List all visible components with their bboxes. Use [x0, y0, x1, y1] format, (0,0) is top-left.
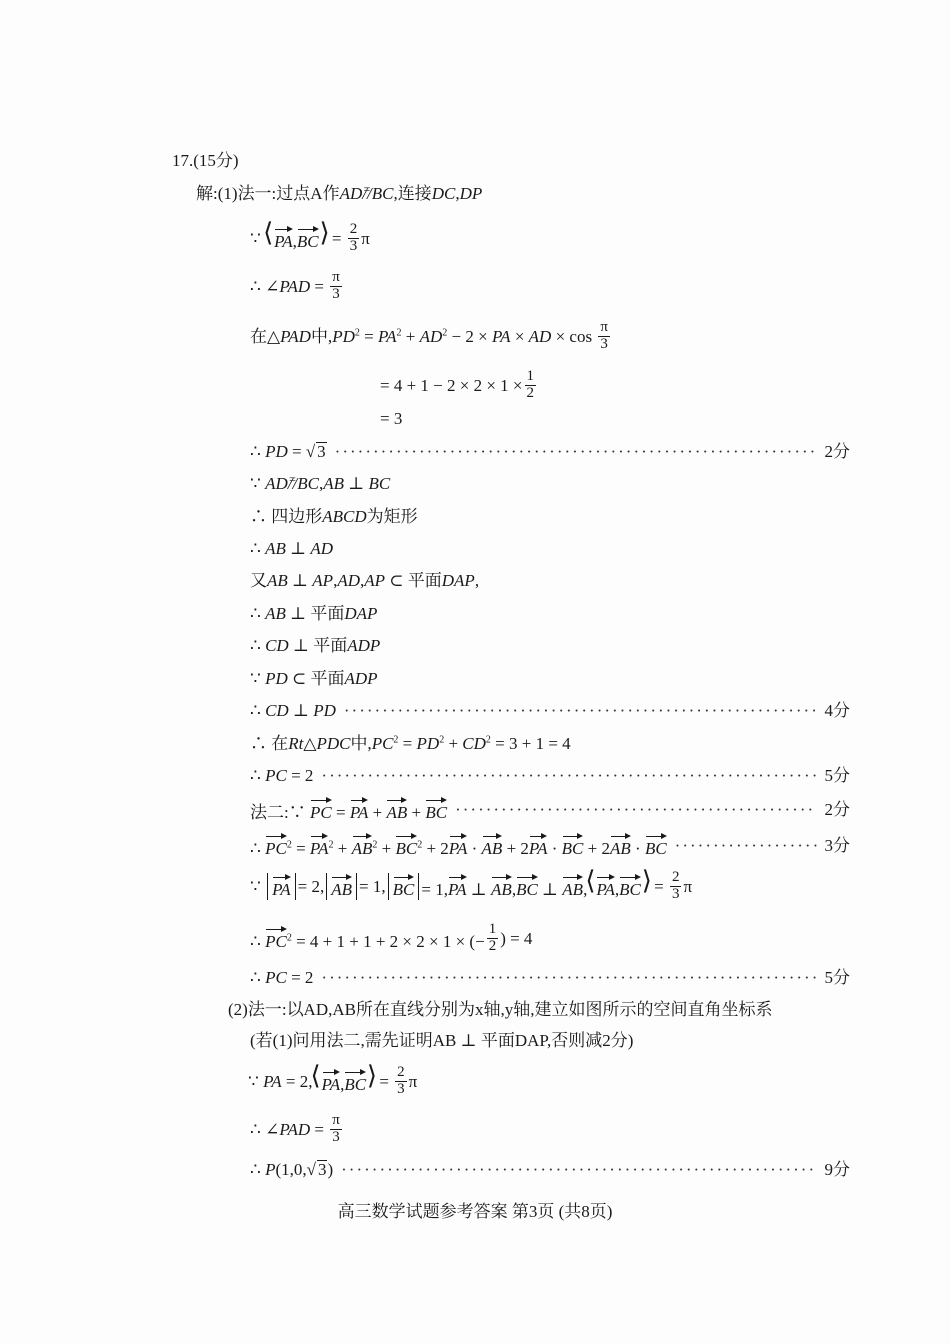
page-footer: 高三数学试题参考答案 第3页 (共8页)	[337, 1202, 613, 1221]
vector-conditions: ∵ PA = 2, AB = 1, BC = 1,PA ⊥ AB,BC ⊥ AB, ⟨ PA,BC ⟩ = $\frac{2}{3}$ π	[250, 870, 692, 903]
pd-in-plane: ∵ PD ⊂ 平面ADP	[250, 669, 378, 688]
angle-pad-2: ∴ ∠PAD = $\frac{\pi}{3}$	[250, 1112, 340, 1145]
leader-dots	[321, 767, 816, 784]
part1-label: (1)	[217, 184, 238, 203]
score-line-p: ∴ P(1,0,√ 3) ····· 9分	[250, 1160, 850, 1178]
calc-line-1: = 4 + 1 − 2 × 2 × 1 × $\frac{1}{2}$	[380, 368, 535, 401]
score-line-pc-2: ∴ PC = 2 ····· 5分	[250, 969, 850, 986]
ab-perp-ad: ∴ AB ⊥ AD	[250, 539, 334, 558]
part2-label: (2)	[228, 1000, 248, 1019]
method2-label: 法二:	[250, 803, 289, 822]
leader-dots	[455, 801, 816, 818]
score-line-pd: ∴ PD = √ 3 ····· 2分	[250, 442, 850, 460]
problem-header	[172, 152, 239, 169]
score-line-method2: 法二:∵ PC = PA + AB + BC ····· 2分	[250, 798, 850, 821]
score-4: 4分	[824, 701, 850, 720]
ab-perp-plane: ∴ AB ⊥ 平面DAP	[250, 604, 378, 623]
score-line-square: ∴ $PC^2 = PA^2 + AB^2 + BC^2 + 2PA$ · AB + 2PA · BC + 2AB · BC ····· 3分	[250, 834, 850, 857]
rectangle-line: ∴ 四边形ABCD为矩形	[250, 507, 418, 526]
ab-perp-ap: 又AB ⊥ AP,AD,AP ⊂ 平面DAP,	[250, 571, 480, 590]
pa-condition: ∵ PA = 2, ⟨ PA,BC ⟩ = $\frac{2}{3}$ π	[248, 1065, 417, 1098]
score-2b: 2分	[824, 800, 850, 819]
cosine-law: 在△PAD中$,PD^2 = PA^2 + AD^2 - 2$ × PA × AD × cos $\frac{\pi}{3}$	[250, 319, 608, 352]
part2-note: (若(1)问用法二,需先证明AB ⊥ 平面DAP,否则减2分)	[250, 1031, 634, 1050]
vector-calc: ∴ $PC^2 = 4 + 1 + 1 + 2 \times 2 \times 1$ × (− $\frac{1}{2}$ ) = 4	[250, 921, 533, 954]
calc-line-2: = 3	[380, 409, 403, 428]
score-9: 9分	[824, 1159, 850, 1179]
intro-text: 过点A作	[276, 184, 340, 203]
part2-method-label: 法一:	[247, 1000, 287, 1019]
score-5: 5分	[824, 766, 850, 785]
part2-text: 以AD,AB所在直线分别为x轴,y轴,建立如图所示的空间直角坐标系	[286, 1000, 773, 1019]
cd-perp-plane: ∴ CD ⊥ 平面ADP	[250, 636, 381, 655]
score-line-cd: ∴ CD ⊥ PD ····· 4分	[250, 702, 850, 719]
leader-dots	[335, 443, 817, 460]
angle-condition: ∵ ⟨ PA,BC ⟩ = $\frac{2}{3}$ π	[250, 222, 370, 255]
leader-dots	[321, 969, 816, 986]
score-5b: 5分	[824, 968, 850, 987]
method1-label: 法一:	[237, 184, 277, 203]
leader-dots	[344, 702, 817, 719]
score-3: 3分	[824, 836, 850, 855]
score-2: 2分	[824, 441, 850, 461]
part1-method1-intro: 解:(1)法一:过点A作AD// =BC,连接DC,DP	[196, 185, 482, 202]
score-line-pc: ∴ PC = 2 ····· 5分	[250, 767, 850, 784]
angle-pad: ∴ ∠PAD = $\frac{\pi}{3}$	[250, 269, 340, 302]
solution-label: 解:	[196, 184, 218, 203]
problem-points: (15分)	[193, 151, 239, 170]
leader-dots	[341, 1161, 816, 1178]
leader-dots	[675, 837, 817, 854]
ad-parallel-bc: ∵ AD// =BC,AB ⊥ BC	[250, 475, 390, 492]
connect-text: ,连接	[393, 184, 432, 203]
part2-intro	[228, 1001, 772, 1018]
problem-number: 17.	[172, 151, 194, 170]
calc-text-1: = 4 + 1 − 2 × 2 × 1 ×	[380, 375, 523, 395]
pythagoras-line: ∴ 在Rt△PDC中$,PC^2 = PD^2 + CD^2 = 3 + 1 = 4$	[250, 734, 571, 753]
